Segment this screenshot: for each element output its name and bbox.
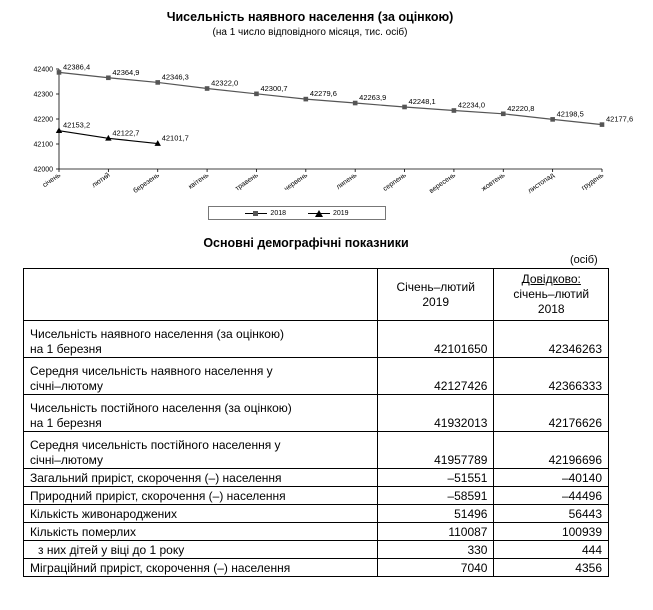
x-tick-label: березень [132, 171, 161, 195]
row-label-line: Природний приріст, скорочення (–) населення [30, 489, 286, 503]
data-point-2018 [402, 105, 407, 110]
x-tick-label: серпень [381, 171, 408, 193]
x-tick-label: листопад [526, 171, 556, 196]
header-2018-line3: 2018 [537, 302, 565, 316]
value-2018: –44496 [494, 487, 609, 505]
row-label-line: Кількість померлих [30, 525, 136, 539]
value-2019: 42101650 [377, 321, 494, 358]
row-label-line: Загальний приріст, скорочення (–) населення [30, 471, 282, 485]
x-tick-label: грудень [580, 171, 606, 193]
x-tick-label: травень [234, 171, 260, 193]
x-tick-label: жовтень [480, 171, 507, 193]
header-empty-cell [24, 269, 378, 321]
table-row [24, 505, 609, 523]
value-2019: –51551 [377, 469, 494, 487]
header-2018-line2: січень–лютий [513, 287, 590, 301]
header-2019-line1: Січень–лютий [396, 279, 475, 294]
value-2019: 41957789 [377, 432, 494, 469]
data-label-2018: 42322,0 [211, 78, 239, 88]
value-2018: 42196696 [494, 432, 609, 469]
data-point-2018 [550, 117, 555, 122]
row-label-line: Середня чисельність наявного населення у [30, 364, 273, 378]
row-label-line: Міграційний приріст, скорочення (–) населення [30, 561, 291, 575]
row-label-line: Чисельність наявного населення (за оцінкою) [30, 327, 284, 341]
value-2018: 4356 [494, 559, 609, 577]
header-2018 [494, 269, 609, 321]
legend-item-2019 [308, 210, 349, 217]
data-point-2018 [205, 86, 210, 91]
data-label-2018: 42177,6 [606, 114, 634, 124]
y-tick-label: 42000 [33, 166, 53, 174]
legend-label-2019: 2019 [333, 209, 349, 217]
table-title: Основні демографічні показники [203, 236, 409, 250]
y-tick-label: 42200 [33, 116, 53, 124]
chart-legend [208, 206, 386, 220]
value-2018: 42176626 [494, 395, 609, 432]
data-label-2018: 42279,6 [309, 89, 337, 99]
table-row [24, 469, 609, 487]
row-label-line: на 1 березня [30, 342, 102, 356]
data-point-2018 [254, 92, 259, 97]
data-point-2018 [57, 70, 62, 75]
row-label-line: січні–лютому [30, 453, 104, 467]
x-tick-label: квітень [187, 171, 211, 191]
row-label [24, 559, 378, 577]
table-row [24, 523, 609, 541]
row-label-line: Чисельність постійного населення (за оцінкою) [30, 401, 292, 415]
value-2018: 444 [494, 541, 609, 559]
value-2019: 41932013 [377, 395, 494, 432]
value-2019: 42127426 [377, 358, 494, 395]
data-label-2018: 42300,7 [260, 83, 288, 93]
table-row [24, 395, 609, 432]
data-point-2018 [353, 101, 358, 106]
table-row [24, 487, 609, 505]
table-row [24, 559, 609, 577]
row-label [24, 487, 378, 505]
table-row [24, 358, 609, 395]
value-2018: –40140 [494, 469, 609, 487]
value-2019: 51496 [377, 505, 494, 523]
value-2018: 100939 [494, 523, 609, 541]
data-label-2019: 42153,2 [63, 120, 91, 130]
row-label [24, 469, 378, 487]
value-2019: 7040 [377, 559, 494, 577]
row-label [24, 321, 378, 358]
value-2018: 56443 [494, 505, 609, 523]
legend-label-2018: 2018 [270, 209, 286, 217]
value-2019: 110087 [377, 523, 494, 541]
row-label [24, 432, 378, 469]
data-point-2018 [600, 122, 605, 127]
legend-item-2018 [245, 210, 286, 217]
data-label-2018: 42386,4 [63, 62, 91, 72]
x-tick-label: лютий [90, 171, 112, 190]
data-label-2018: 42248,1 [408, 96, 436, 106]
header-2019 [377, 269, 494, 321]
row-label-line: січні–лютому [30, 379, 104, 393]
x-tick-label: січень [41, 171, 63, 190]
y-tick-label: 42100 [33, 141, 53, 149]
series-line-2018 [59, 72, 602, 124]
data-label-2018: 42263,9 [359, 93, 387, 103]
triangle-marker-icon [308, 210, 330, 217]
header-2019-line2: 2019 [422, 294, 450, 309]
table-row [24, 541, 609, 559]
data-label-2019: 42122,7 [112, 128, 140, 138]
value-2019: 330 [377, 541, 494, 559]
table-header-row [24, 269, 609, 321]
row-label [24, 541, 378, 559]
x-tick-label: червень [283, 171, 309, 193]
data-point-2018 [106, 75, 111, 80]
header-2018-line1: Довідково: [521, 272, 581, 286]
row-label-line: на 1 березня [30, 416, 102, 430]
data-label-2019: 42101,7 [161, 133, 189, 143]
data-label-2018: 42234,0 [457, 100, 486, 110]
table-row [24, 432, 609, 469]
value-2018: 42366333 [494, 358, 609, 395]
row-label [24, 395, 378, 432]
units-label: (осіб) [570, 254, 598, 266]
row-label-line: Кількість живонароджених [30, 507, 177, 521]
chart-subtitle: (на 1 число відповідного місяця, тис. осіб) [212, 27, 408, 38]
data-point-2019 [56, 127, 62, 133]
data-point-2018 [155, 80, 160, 85]
value-2019: –58591 [377, 487, 494, 505]
table-body [24, 321, 609, 577]
demographic-table [23, 268, 609, 577]
x-tick-label: вересень [428, 171, 458, 195]
data-label-2018: 42198,5 [556, 109, 584, 119]
table-row [24, 321, 609, 358]
data-point-2018 [452, 108, 457, 113]
square-marker-icon [245, 210, 267, 217]
data-point-2018 [304, 97, 309, 102]
data-point-2018 [501, 112, 506, 117]
population-line-chart [0, 0, 653, 240]
data-label-2018: 42364,9 [112, 67, 140, 77]
y-tick-label: 42300 [33, 91, 53, 99]
data-label-2018: 42220,8 [507, 103, 535, 113]
row-label-line: з них дітей у віці до 1 року [38, 543, 185, 557]
value-2018: 42346263 [494, 321, 609, 358]
chart-title: Чисельність наявного населення (за оцінкою) [166, 10, 454, 24]
row-label [24, 358, 378, 395]
y-tick-label: 42400 [33, 66, 53, 74]
x-tick-label: липень [335, 171, 359, 191]
data-label-2018: 42346,3 [161, 72, 189, 82]
row-label [24, 523, 378, 541]
row-label-line: Середня чисельність постійного населення у [30, 438, 281, 452]
row-label [24, 505, 378, 523]
